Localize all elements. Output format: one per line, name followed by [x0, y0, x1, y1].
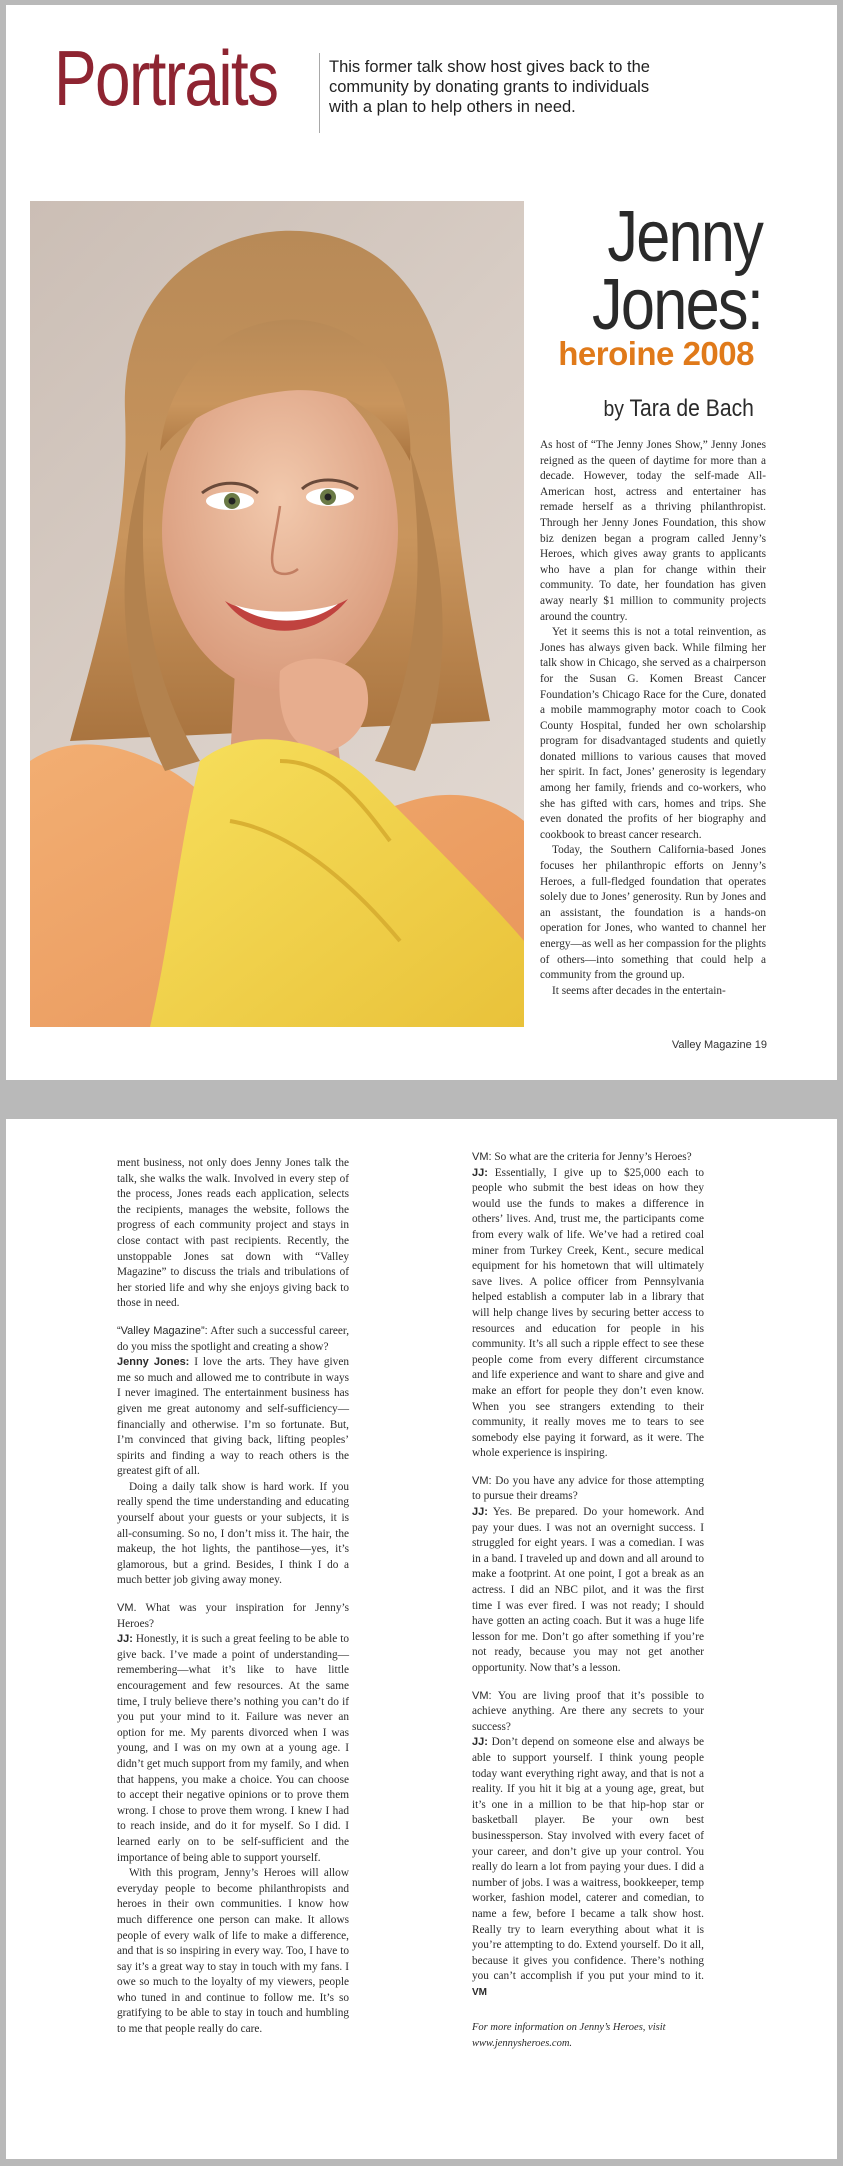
body-paragraph: It seems after decades in the entertain-	[552, 984, 726, 997]
answer-label: Jenny Jones:	[117, 1356, 190, 1369]
answer	[472, 1166, 704, 1462]
answer-text: I love the arts. They have given me so much and allowed me to contribute in ways I never imagined. The entertainment business has given me great autonomy and self-sufficiency—financially and otherwise. I’m so fortunate. But, I’m convinced that giving back, lifting peoples’ spirits and finding a way to reach others is the greatest gift of all.	[117, 1356, 349, 1478]
question-text: After such a successful career, do you miss the spotlight and creating a show?	[117, 1324, 350, 1353]
answer-label: JJ:	[117, 1633, 133, 1646]
question-text: So what are the criteria for Jenny’s Heroes?	[494, 1151, 692, 1163]
byline	[604, 395, 754, 423]
headline-line-1: Jenny	[607, 197, 762, 277]
answer	[117, 1632, 349, 1866]
question-text: You are living proof that it’s possible to achieve anything. Are there any secrets to your success?	[472, 1689, 704, 1733]
byline-author: Tara de Bach	[629, 395, 754, 422]
right-column	[472, 1150, 704, 2052]
question	[472, 1150, 704, 1166]
question	[472, 1689, 704, 1736]
question-text: What was your inspiration for Jenny’s Heroes?	[117, 1602, 349, 1630]
question	[117, 1324, 349, 1355]
question	[117, 1601, 349, 1632]
answer	[117, 1355, 349, 1480]
question-label: VM:	[472, 1689, 492, 1702]
answer	[472, 1735, 704, 2000]
question-label: VM.	[117, 1602, 137, 1615]
body-paragraph: As host of “The Jenny Jones Show,” Jenny Jones reigned as the queen of daytime for more than a decade. However, today the self-made All-American host, actress and entertainer has remade herself as a thriving philanthropist. Through her Jenny Jones Foundation, this show biz denizen began a program called Jenny’s Heroes, which gives away grants to applicants who have a plan for change within their community. To date, her foundation has given away nearly $1 million to community projects around the country.	[540, 439, 766, 623]
question-label: VM:	[472, 1151, 492, 1163]
answer-label: JJ:	[472, 1166, 488, 1179]
magazine-page-20	[6, 1119, 837, 2159]
byline-prefix: by	[603, 396, 625, 421]
question-text: Do you have any advice for those attempting to pursue their dreams?	[472, 1474, 704, 1503]
question	[472, 1474, 704, 1505]
left-column	[117, 1156, 349, 2038]
answer-text: Don’t depend on someone else and always be able to support yourself. I think young people today want everything right away, and that is not a reality. If you hit it big at a young age, great, but it’s one in a million to be that hip-hop star or basketball player. Be your own best businessperson. Stay involved with every facet of your career, and don’t give up your control. You really do learn a lot from paying your dues. I did a number of jobs. I was a waitress, bookkeeper, temp worker, fashion model, caterer and comedian, to name a few, before I became a talk show host. Really try to learn everything about what it is you’re attempting to do. Extend yourself. Do it all, because it gives you confidence. There’s nothing you can’t accomplish if you put your mind to it.	[472, 1736, 705, 1983]
header-deck: This former talk show host gives back to the community by donating grants to individuals with a plan to help others in need.	[329, 58, 650, 116]
answer-text: Yes. Be prepared. Do your homework. And pay your dues. I was not an overnight success. I struggled for eight years. I was a comedian. I was in a band. I traveled up and down and all around to make a footprint. At one point, I got a break as an actress. I did an NBC pilot, and it was the first time I was ever fired. I was not ready; I should have gotten an acting coach. But it was a huge life lesson for me. Don’t go after something if you’re not ready, because you may not get another opportunity. Now that’s a lesson.	[472, 1506, 705, 1674]
article-headline	[562, 197, 762, 345]
intro-paragraph: ment business, not only does Jenny Jones talk the talk, she walks the walk. Involved in every step of the process, Jones reads each application, selects the recipients, manages the website, follows the progress of each community project and stays in close contact with past recipients. Recently, the unstoppable Jones sat down with “Valley Magazine” to discuss the trials and tribulations of her storied life and why she enjoys giving back to those in need.	[117, 1157, 349, 1310]
end-mark: VM	[472, 1986, 487, 1998]
answer-continued: Doing a daily talk show is hard work. If you really spend the time understanding and educating yourself about your guests or your subjects, it is all-consuming. So no, I don’t miss it. The hair, the makeup, the hot lights, the pantihose—yes, it’s glamorous, but a grind. Besides, I think I do a much better job giving away money.	[117, 1480, 349, 1587]
answer-text: Honestly, it is such a great feeling to be able to give back. I’ve made a point of understanding—remembering—what it’s like to have little encouragement and few resources. At the same time, I truly believe there’s nothing you can’t do if you put your mind to it. Failure was never an option for me. My parents divorced when I was young, and I was on my own at a young age. I didn’t get much support from my family, and when that happens, you make a choice. You can choose to accept their negative opinions or to prove them wrong. I chose to prove them wrong. I knew I had to reach inside, and do it for myself. So I did. I learned early on to be self-sufficient and the importance of being able to support yourself.	[117, 1633, 350, 1864]
answer	[472, 1505, 704, 1677]
answer-label: JJ:	[472, 1736, 488, 1749]
portrait-photo	[30, 201, 524, 1027]
headline-line-2: Jones:	[591, 265, 762, 345]
header-divider	[319, 53, 320, 133]
answer-continued: With this program, Jenny’s Heroes will allow everyday people to become philanthropists and heroes in their own communities. I know how much difference one person can make. It allows people of every walk of life to make a difference, and that is so inspiring in every way. Too, I have to say it’s a great way to stay in touch with my fans. I owe so much to the loyalty of my viewers, people who tuned in and continue to follow me. It’s so gratifying to be able to stay in touch and humbling to me that people really do care.	[117, 1867, 349, 2036]
section-title: Portraits	[54, 34, 278, 122]
footnote-link-text: For more information on Jenny’s Heroes, visit www.jennysheroes.com.	[472, 2022, 666, 2050]
body-paragraph: Today, the Southern California-based Jones focuses her philanthropic efforts on Jenny’s Heroes, a full-fledged foundation that operates solely due to Jones’ generosity. Run by Jones and an assistant, the foundation is a hands-on operation for Jones, who wanted to channel her energy—as well as her compassion for the plights of others—into something that could help a community from the ground up.	[540, 844, 766, 982]
article-body-column	[540, 438, 766, 999]
answer-label: JJ:	[472, 1506, 488, 1519]
magazine-page-19	[6, 5, 837, 1080]
question-label: VM:	[472, 1474, 492, 1487]
page-folio: Valley Magazine 19	[671, 1039, 767, 1051]
answer-text: Essentially, I give up to $25,000 each to people who submit the best ideas on how they would use the funds to makes a difference in others’ lives. And, trust me, the participants come from every walk of life. We’ve had a retired coal miner from Turkey Creek, Kent., secure medical equipment for his hometown that will ultimately save lives. A police officer from Pennsylvania helped establish a computer lab in a library that will help change lives by securing better access to resources and education for people in his community. It’s all such a ripple effect to see these people come from every different circumstance and life experience and want to share and give and make an effort for people they don’t even know. When you see strangers extending to their community, it really moves me to tears to see somebody else paying it forward, as it were. The whole experience is inspiring.	[472, 1166, 705, 1460]
question-label: “Valley Magazine”:	[117, 1324, 208, 1337]
article-subhead: heroine 2008	[558, 335, 754, 372]
body-paragraph: Yet it seems this is not a total reinvention, as Jones has always given back. While filming her talk show in Chicago, she served as a chairperson for the Susan G. Komen Breast Cancer Foundation’s Chicago Race for the Cure, donated a mobile mammography motor coach to Cook County Hospital, funded her own scholarship program for disadvantaged students and quietly donated millions to various causes that moved her spirit. In fact, Jones’ generosity is legendary among her family, friends and co-workers, who she has gifted with cars, homes and trips. She even donated the profits of her biography and cookbook to breast cancer research.	[540, 626, 766, 841]
